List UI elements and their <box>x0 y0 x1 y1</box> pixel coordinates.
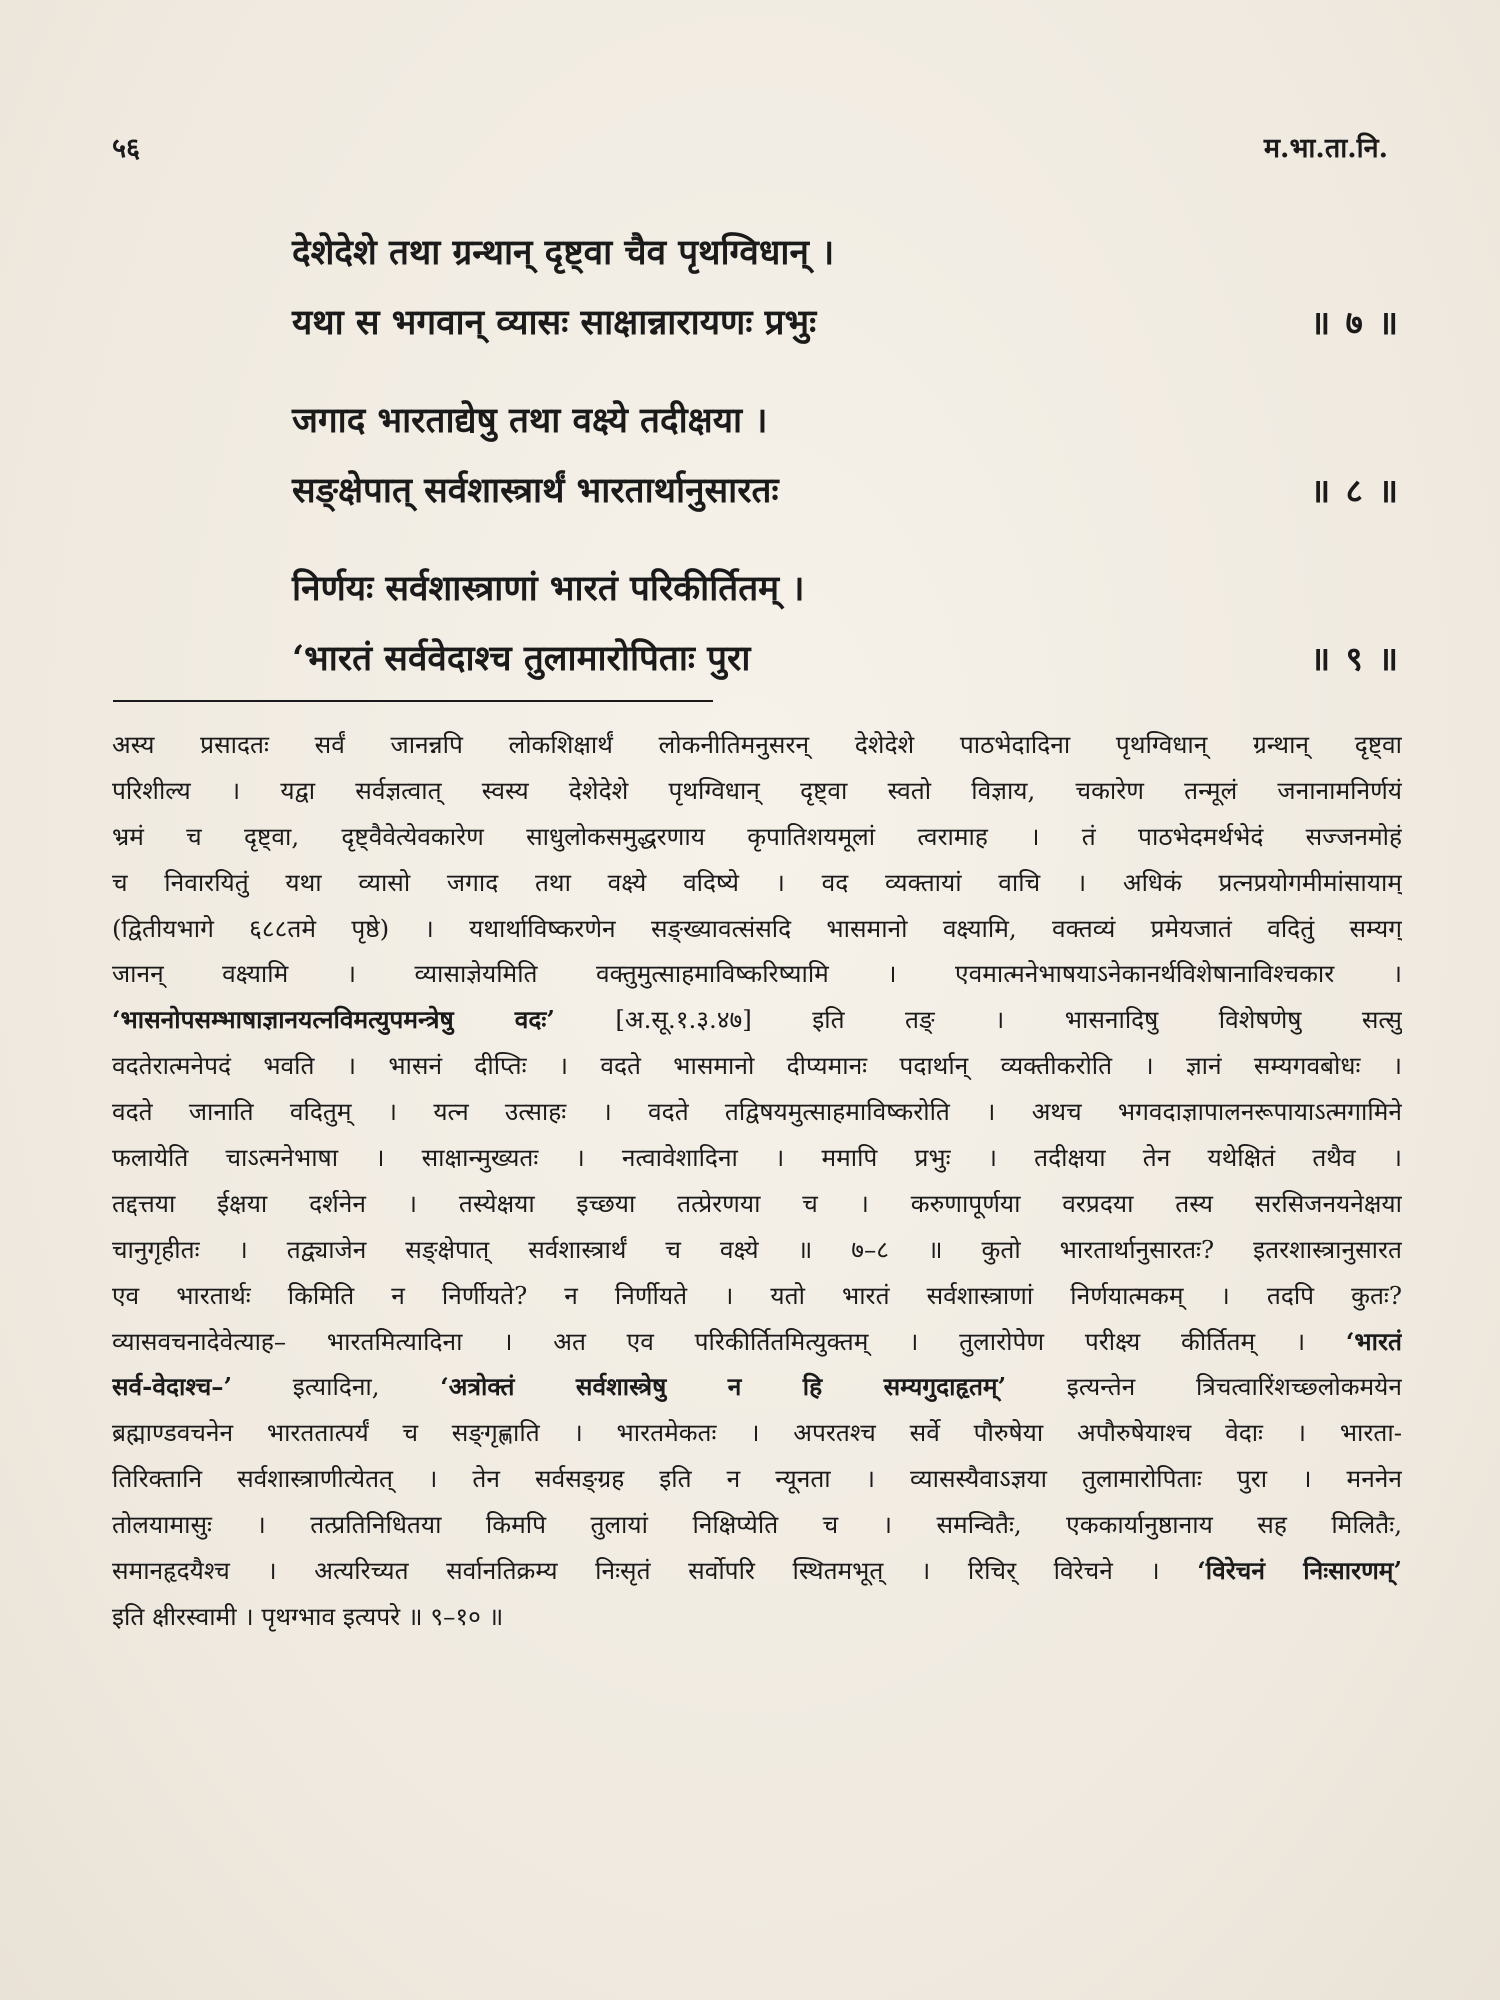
commentary-line: चानुगृहीतः । तद्व्याजेन सङ्क्षेपात् सर्वशास्त्रार्थं च वक्ष्ये ॥ ७–८ ॥ कुतो भारतार्थानुसारतः? इतरशास्त्रानुसारत <box>112 1234 1402 1264</box>
verse-text: यथा स भगवान् व्यासः साक्षान्नारायणः प्रभुः <box>292 302 817 343</box>
commentary-line <box>112 997 1402 1043</box>
verse-text: निर्णयः सर्वशास्त्राणां भारतं परिकीर्तितम् । <box>292 568 805 609</box>
commentary-line: तोलयामासुः । तत्प्रतिनिधितया किमपि तुलायां निक्षिप्येति च । समन्वितैः, एककार्यानुष्ठानाय सह मिलितैः, <box>112 1510 1402 1540</box>
verse-line <box>292 288 1400 358</box>
page-number: ५६ <box>112 133 141 164</box>
commentary-line: (द्वितीयभागे ६८८तमे पृष्ठे) । यथार्थाविष्करणेन सङ्ख्यावत्संसदि भासमानो वक्ष्यामि, वक्तव्यं प्रमेयजातं वदितुं सम्यग् <box>112 913 1402 943</box>
verse-number: ॥ ८ ॥ <box>1310 471 1400 510</box>
commentary-line: ब्रह्माण्डवचनेन भारततात्पर्यं च सङ्गृह्णाति । भारतमेकतः । अपरतश्च सर्वे पौरुषेया अपौरुषेयाश्च वेदाः । भारता- <box>112 1418 1402 1448</box>
sutra-quote: ‘भासनोपसम्भाषाज्ञानयत्नविमत्युपमन्त्रेषु वदः’ <box>112 1005 555 1035</box>
verse-line <box>292 624 1400 694</box>
quote-text: ‘भारतं <box>1345 1326 1402 1356</box>
commentary <box>112 722 1402 1640</box>
commentary-line: तद्दत्तया ईक्षया दर्शनेन । तस्येक्षया इच्छया तत्प्रेरणया च । करुणापूर्णया वरप्रदया तस्य सरसिजनयनेक्षया <box>112 1188 1402 1218</box>
verse-text: जगाद भारताद्येषु तथा वक्ष्ये तदीक्षया । <box>292 400 768 441</box>
verse-9 <box>292 554 1400 694</box>
quote-text: ‘विरेचनं निःसारणम्’ <box>1197 1556 1402 1586</box>
verse-7 <box>292 218 1400 358</box>
quote-text: सर्व-वेदाश्च–’ <box>112 1372 233 1402</box>
verse-line <box>292 386 1400 456</box>
commentary-line: भ्रमं च दृष्ट्वा, दृष्ट्वैवेत्येवकारेण साधुलोकसमुद्धरणाय कृपातिशयमूलां त्वरामाह । तं पाठभेदमर्थभेदं सज्जनमोहं <box>112 821 1402 851</box>
commentary-text: इत्यन्तेन त्रिचत्वारिंशच्छ्लोकमयेन <box>1006 1372 1402 1402</box>
footnote-divider <box>113 700 713 702</box>
verse-line <box>292 218 1400 288</box>
commentary-line: तिरिक्तानि सर्वशास्त्राणीत्येतत् । तेन सर्वसङ्ग्रह इति न न्यूनता । व्यासस्यैवाऽज्ञया तुलामारोपिताः पुरा । मननेन <box>112 1464 1402 1494</box>
verse-line <box>292 554 1400 624</box>
commentary-line: एव भारतार्थः किमिति न निर्णीयते? न निर्णीयते । यतो भारतं सर्वशास्त्राणां निर्णयात्मकम् । तदपि कुतः? <box>112 1280 1402 1310</box>
commentary-line: फलायेति चाऽत्मनेभाषा । साक्षान्मुख्यतः । नत्वावेशादिना । ममापि प्रभुः । तदीक्षया तेन यथेक्षितं तथैव । <box>112 1143 1402 1173</box>
commentary-line: परिशील्य । यद्वा सर्वज्ञत्वात् स्वस्य देशेदेशे पृथग्विधान् दृष्ट्वा स्वतो विज्ञाय, चकारेण तन्मूलं जनानामनिर्णयं <box>112 775 1402 805</box>
commentary-text: समानहृदयैश्च । अत्यरिच्यत सर्वानतिक्रम्य निःसृतं सर्वोपरि स्थितमभूत् । रिचिर् विरेचने । <box>112 1556 1198 1586</box>
commentary-line: च निवारयितुं यथा व्यासो जगाद तथा वक्ष्ये वदिष्ये । वद व्यक्तायां वाचि । अधिकं प्रत्नप्रयोगमीमांसायाम् <box>112 867 1402 897</box>
commentary-line: वदते जानाति वदितुम् । यत्न उत्साहः । वदते तद्विषयमुत्साहमाविष्करोति । अथच भगवदाज्ञापालनरूपायाऽत्मगामिने <box>112 1097 1402 1127</box>
commentary-line: वदतेरात्मनेपदं भवति । भासनं दीप्तिः । वदते भासमानो दीप्यमानः पदार्थान् व्यक्तीकरोति । ज्ञानं सम्यगवबोधः । <box>112 1051 1402 1081</box>
commentary-line: इति क्षीरस्वामी । पृथग्भाव इत्यपरे ॥ ९–१० ॥ <box>112 1601 504 1631</box>
verse-number: ॥ ९ ॥ <box>1310 639 1400 678</box>
commentary-line <box>112 1548 1402 1594</box>
verse-number: ॥ ७ ॥ <box>1310 303 1400 342</box>
verse-8 <box>292 386 1400 526</box>
commentary-line: अस्य प्रसादतः सर्वं जानन्नपि लोकशिक्षार्थं लोकनीतिमनुसरन् देशेदेशे पाठभेदादिना पृथग्विधान् ग्रन्थान् दृष्ट्वा <box>112 730 1402 759</box>
quote-text: ‘अत्रोक्तं सर्वशास्त्रेषु न हि सम्यगुदाहृतम्’ <box>440 1372 1007 1402</box>
verse-text: देशेदेशे तथा ग्रन्थान् दृष्ट्वा चैव पृथग्विधान् । <box>292 232 835 273</box>
verse-line <box>292 456 1400 526</box>
verse-text: सङ्क्षेपात् सर्वशास्त्रार्थं भारतार्थानुसारतः <box>292 470 779 511</box>
verse-text: ‘भारतं सर्ववेदाश्च तुलामारोपिताः पुरा <box>292 638 751 679</box>
commentary-text: [अ.सू.१.३.४७] इति तङ् । भासनादिषु विशेषणेषु सत्सु <box>554 1005 1402 1035</box>
commentary-text: व्यासवचनादेवेत्याह– भारतमित्यादिना । अत एव परिकीर्तितमित्युक्तम् । तुलारोपेण परीक्ष्य कीर्तितम् । <box>112 1326 1346 1356</box>
commentary-text: इत्यादिना, <box>232 1372 441 1402</box>
commentary-line <box>112 1319 1402 1365</box>
verse-section <box>292 218 1400 722</box>
commentary-line: जानन् वक्ष्यामि । व्यासाज्ञेयमिति वक्तुमुत्साहमाविष्करिष्यामि । एवमात्मनेभाषयाऽनेकानर्थविशेषानाविश्चकार । <box>112 959 1402 989</box>
page-header <box>112 128 1388 168</box>
running-head: म.भा.ता.नि. <box>1263 133 1388 164</box>
commentary-line <box>112 1364 1402 1410</box>
